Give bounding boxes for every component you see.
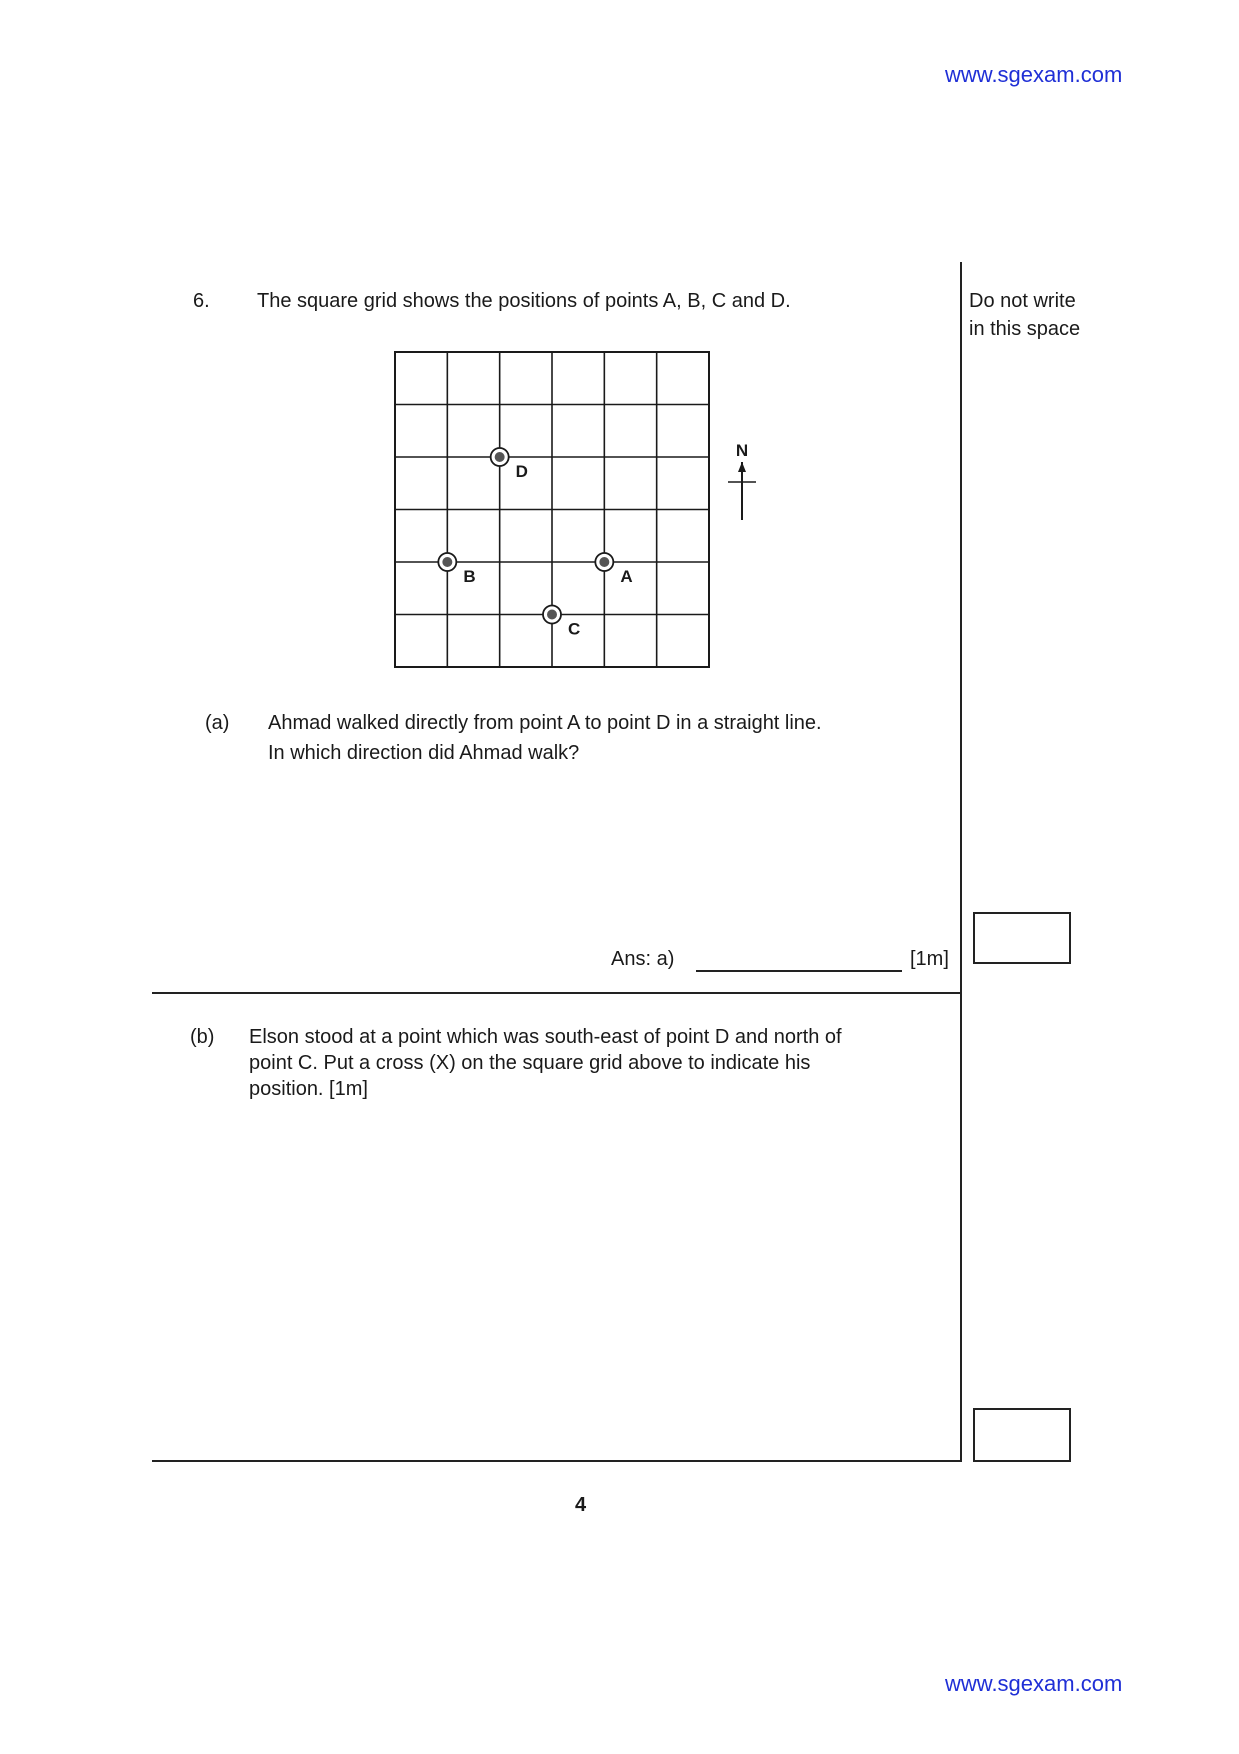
north-arrow-icon <box>724 442 760 522</box>
compass-north-label: N <box>735 442 749 460</box>
point-b-label: B <box>463 567 476 586</box>
margin-note-line-2: in this space <box>969 318 1081 340</box>
part-a-label: (a) <box>205 712 230 734</box>
part-a-line-2: In which direction did Ahmad walk? <box>268 742 580 764</box>
point-a-marker-core <box>599 557 609 567</box>
section-divider <box>152 992 960 994</box>
bottom-divider <box>152 1460 962 1462</box>
point-b-marker-core <box>442 557 452 567</box>
part-b-line-2: point C. Put a cross (X) on the square grid above to indicate his <box>249 1052 811 1074</box>
part-a-marks: [1m] <box>910 948 949 970</box>
point-d-label: D <box>515 462 528 481</box>
point-c-marker-core <box>547 610 557 620</box>
margin-note <box>969 287 1080 343</box>
footer-site-link[interactable]: www.sgexam.com <box>945 1671 1123 1696</box>
point-a-label: A <box>620 567 633 586</box>
answer-prefix: Ans: a) <box>611 948 675 970</box>
square-grid <box>394 351 710 668</box>
question-number: 6. <box>193 290 210 312</box>
page-number: 4 <box>575 1494 587 1516</box>
question-stem: The square grid shows the positions of points A, B, C and D. <box>257 290 791 312</box>
margin-divider <box>960 262 962 1462</box>
north-compass <box>724 442 760 522</box>
mark-box-b <box>973 1408 1071 1462</box>
part-b-line-3: position. [1m] <box>249 1078 368 1100</box>
mark-box-a <box>973 912 1071 964</box>
header-site-link[interactable]: www.sgexam.com <box>945 62 1123 87</box>
square-grid-drawing <box>394 351 710 668</box>
part-b-line-1: Elson stood at a point which was south-east of point D and north of <box>249 1026 842 1048</box>
part-a-line-1: Ahmad walked directly from point A to point D in a straight line. <box>268 712 822 734</box>
margin-note-line-1: Do not write <box>969 290 1076 312</box>
point-c-label: C <box>568 619 581 639</box>
part-b-label: (b) <box>190 1026 215 1048</box>
answer-line-a[interactable] <box>696 970 902 972</box>
point-d-marker-core <box>495 452 505 462</box>
